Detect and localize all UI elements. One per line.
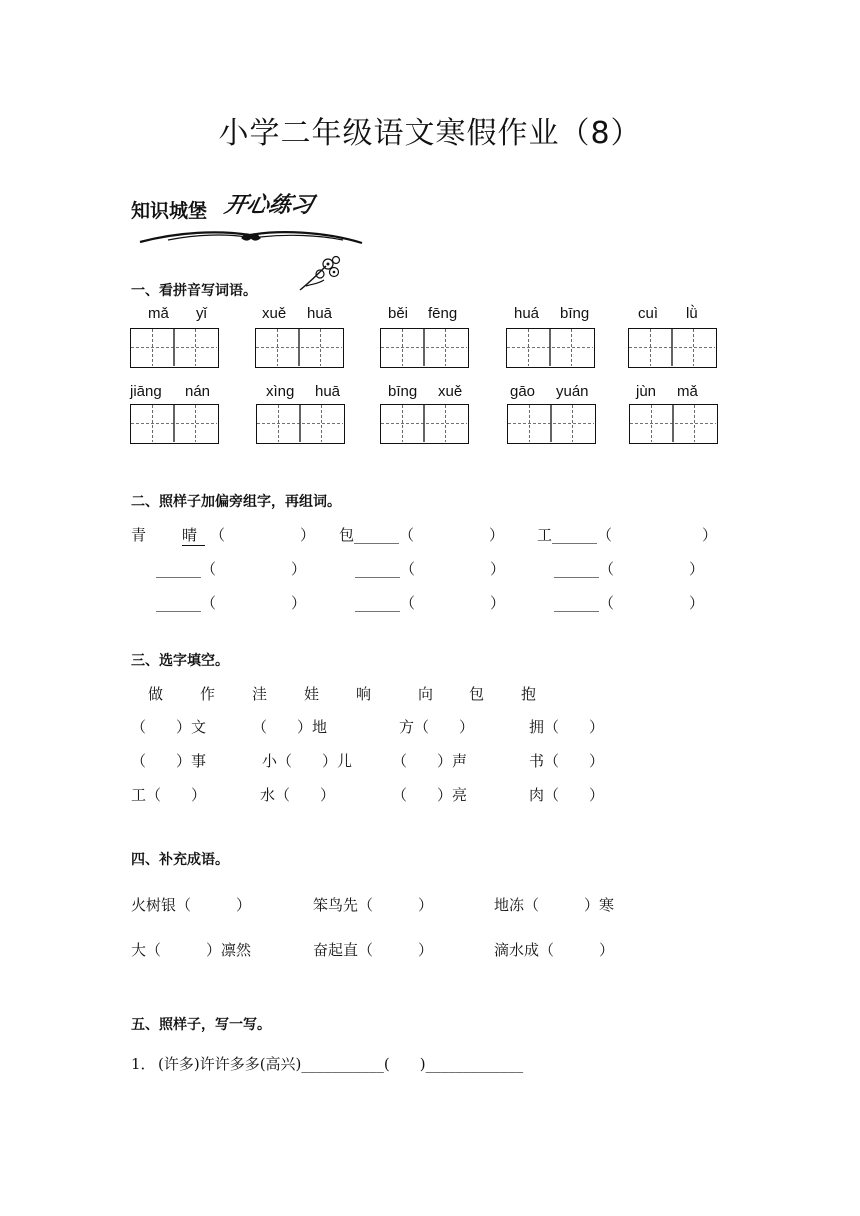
pinyin-8-1: bīng [388,383,418,400]
pinyin-4-2: bīng [560,305,590,322]
radical-answer-blank[interactable]: ______（ ） [156,594,307,612]
choice-char: 做 [148,685,164,703]
grid-guides [257,405,343,442]
fill-blank[interactable]: （ ）地 [252,718,328,736]
radical-answer-blank[interactable]: ______（ ） [355,594,506,612]
choice-char: 包 [469,685,485,703]
fill-blank[interactable]: 肉（ ） [529,786,605,804]
fill-blank[interactable]: 水（ ） [260,786,336,804]
pinyin-7-2: huā [315,383,341,400]
example-line[interactable]: (许多)许许多多(高兴)___________( )_____________ [158,1055,524,1073]
pinyin-9-2: yuán [556,383,589,400]
fill-blank[interactable]: 小（ ）儿 [262,752,353,770]
section-1-heading: 一、看拼音写词语。 [131,283,257,299]
radical-answer-blank[interactable]: 工______（ ） [537,526,718,544]
grid-guides [629,329,715,366]
pinyin-5-1: cuì [638,305,659,322]
pinyin-7-1: xìng [266,383,295,400]
grid-guides [630,405,716,442]
writing-box[interactable] [255,328,344,368]
pinyin-8-2: xuě [438,383,463,400]
writing-box[interactable] [380,328,469,368]
pinyin-2-2: huā [307,305,333,322]
section-5-heading: 五、照样子，写一写。 [131,1017,271,1033]
page-title: 小学二年级语文寒假作业（8） [218,116,642,151]
fill-blank[interactable]: 工（ ） [131,786,207,804]
grid-guides [131,329,217,366]
pinyin-4-1: huá [514,305,540,322]
grid-guides [508,405,594,442]
grid-guides [381,405,467,442]
radical-answer-blank[interactable]: 包______（ ） [339,526,505,544]
fill-blank[interactable]: 书（ ） [529,752,605,770]
pinyin-10-1: jùn [636,383,657,400]
fill-blank[interactable]: （ ）事 [131,752,207,770]
radical-answer-blank[interactable]: ______（ ） [156,560,307,578]
fill-blank[interactable]: （ ）声 [392,752,468,770]
grid-guides [131,405,217,442]
choice-char: 向 [418,685,434,703]
radical-answer-blank[interactable]: ______（ ） [554,594,705,612]
pinyin-6-2: nán [185,383,211,400]
writing-box[interactable] [628,328,717,368]
section-3-heading: 三、选字填空。 [131,653,229,669]
section-2-heading: 二、照样子加偏旁组字，再组词。 [131,494,341,510]
radical-answer-blank[interactable]: （ ） [210,526,316,544]
idiom-blank[interactable]: 滴水成（ ） [494,941,615,959]
writing-box[interactable] [507,404,596,444]
swirl-divider-icon [138,226,364,248]
idiom-blank[interactable]: 奋起直（ ） [313,941,434,959]
banner-sub: 开心练习 [222,192,316,218]
writing-box[interactable] [629,404,718,444]
pinyin-5-2: lǜ [686,305,698,322]
writing-box[interactable] [380,404,469,444]
fill-blank[interactable]: 方（ ） [399,718,475,736]
pinyin-3-1: běi [388,305,409,322]
writing-box[interactable] [506,328,595,368]
grid-guides [381,329,467,366]
choice-char: 娃 [304,685,320,703]
banner-main: 知识城堡 [131,200,208,222]
idiom-blank[interactable]: 笨鸟先（ ） [313,896,434,914]
idiom-blank[interactable]: 地冻（ ）寒 [494,896,615,914]
pinyin-1-2: yǐ [196,305,207,322]
radical-answer-blank[interactable]: ______（ ） [554,560,705,578]
pinyin-9-1: gāo [510,383,536,400]
radical-answer-blank[interactable]: ______（ ） [355,560,506,578]
choice-char: 作 [200,685,216,703]
idiom-blank[interactable]: 火树银（ ） [131,896,252,914]
pinyin-10-2: mǎ [677,383,698,400]
radical-base-char: 青 [131,526,147,544]
grid-guides [507,329,593,366]
pinyin-1-1: mǎ [148,305,169,322]
writing-box[interactable] [130,404,219,444]
pinyin-2-1: xuě [262,305,287,322]
choice-char: 响 [356,685,372,703]
idiom-blank[interactable]: 大（ ）凛然 [131,941,252,959]
fill-blank[interactable]: （ ）文 [131,718,207,736]
pinyin-6-1: jiāng [130,383,162,400]
flower-icon [296,254,344,294]
fill-blank[interactable]: 拥（ ） [529,718,605,736]
section-4-heading: 四、补充成语。 [131,852,229,868]
radical-example: 晴 [182,524,205,546]
example-number: 1． [131,1055,156,1073]
choice-char: 洼 [252,685,268,703]
writing-box[interactable] [130,328,219,368]
pinyin-3-2: fēng [428,305,458,322]
writing-box[interactable] [256,404,345,444]
fill-blank[interactable]: （ ）亮 [392,786,468,804]
grid-guides [256,329,342,366]
choice-char: 抱 [521,685,537,703]
